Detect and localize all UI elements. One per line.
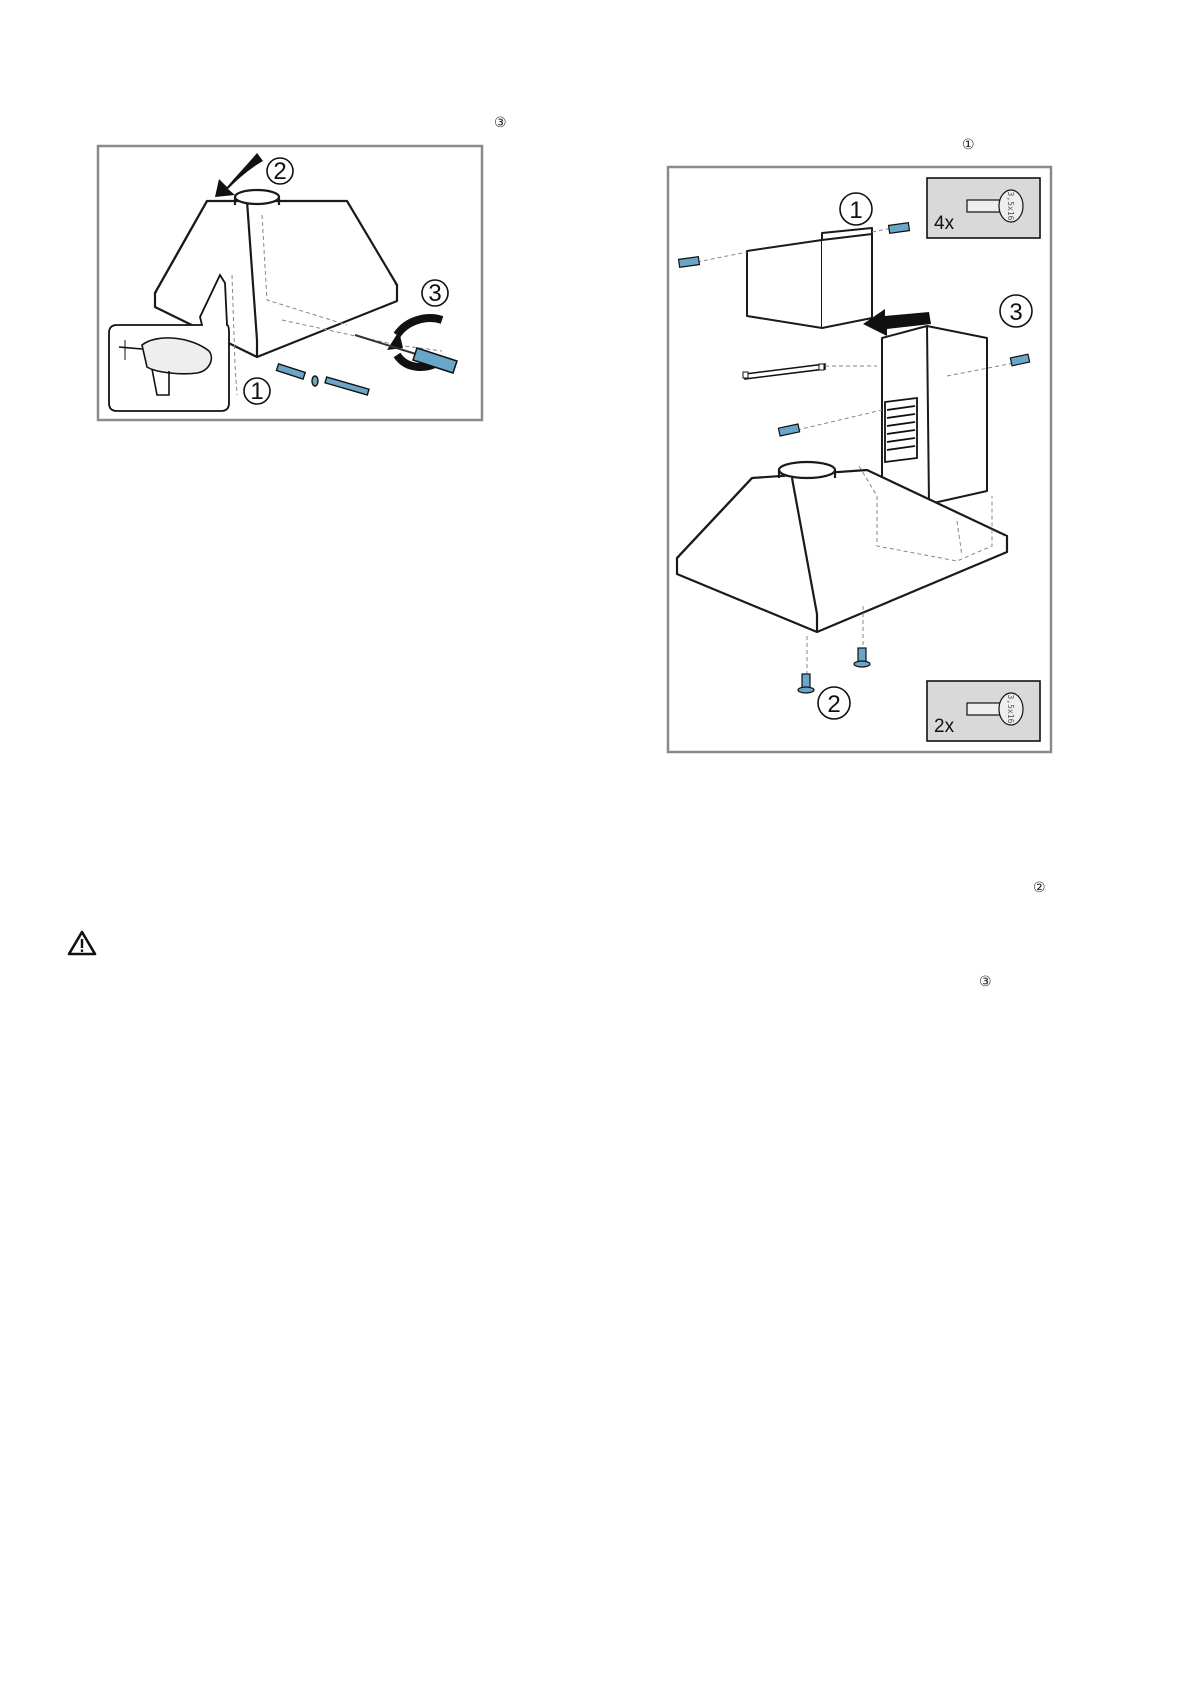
figure-chimney-assembly [667,166,1052,753]
svg-text:3: 3 [1009,299,1023,326]
lower-chimney [882,326,987,504]
step-bubble-3 [422,280,448,307]
screw-quantity-box-bottom [927,681,1040,741]
step-bubble-2 [818,687,850,719]
warning-triangle-icon [67,930,97,956]
step-bubble-1 [244,378,270,405]
svg-text:2x: 2x [934,716,955,737]
svg-text:2: 2 [827,691,841,718]
screw-quantity-box-top [927,178,1040,238]
step-bubble-2 [267,158,293,185]
step-marker-top-right: ① [962,137,975,153]
step-bubble-3 [1000,295,1032,327]
svg-text:1: 1 [849,197,863,224]
step-marker-right-3: ③ [979,974,992,990]
step-bubble-1 [840,193,872,225]
figure-hood-wall-mount [97,145,483,421]
svg-text:1: 1 [250,378,264,405]
step-marker-top-left: ③ [494,115,507,131]
svg-text:2: 2 [273,158,287,185]
svg-text:3: 3 [428,280,442,307]
step-marker-right-2: ② [1033,880,1046,896]
svg-text:4x: 4x [934,213,955,234]
svg-text:3,5x16: 3,5x16 [1006,694,1015,724]
svg-text:3,5x16: 3,5x16 [1006,191,1015,221]
